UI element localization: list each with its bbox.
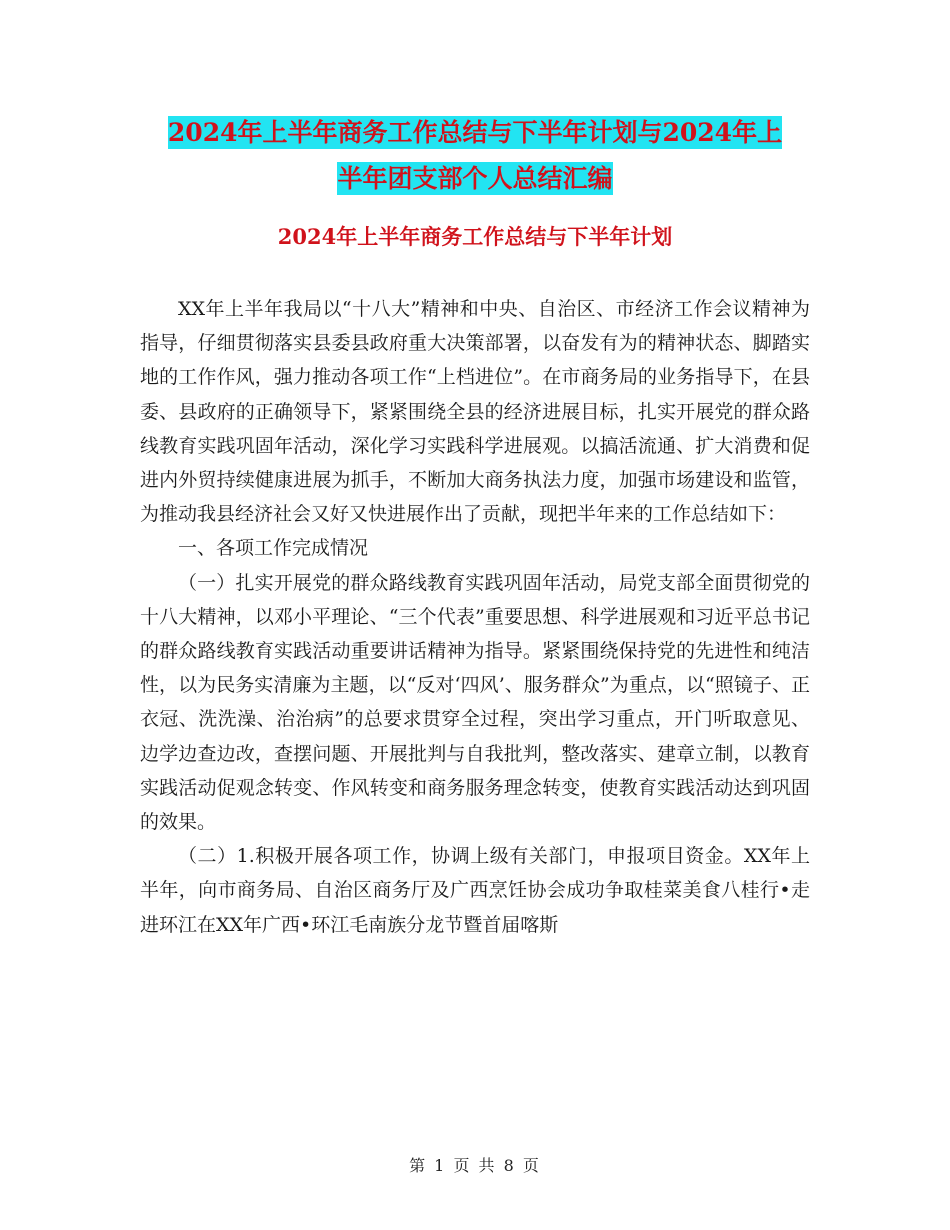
paragraph-intro: XX年上半年我局以“十八大”精神和中央、自治区、市经济工作会议精神为指导，仔细贯彻落实县委县政府重大决策部署，以奋发有为的精神状态、脚踏实地的工作作风，强力推动各项工作“上档进位”。在市商务局的业务指导下，在县委、县政府的正确领导下，紧紧围绕全县的经济进展目标，扎实开展党的群众路线教育实践巩固年活动，深化学习实践科学进展观。以搞活流通、扩大消费和促进内外贸持续健康进展为抓手，不断加大商务执法力度，加强市场建设和监管，为推动我县经济社会又好又快进展作出了贡献，现把半年来的工作总结如下：: [140, 298, 810, 526]
paragraph-item-2: （二）1.积极开展各项工作，协调上级有关部门，申报项目资金。XX年上半年，向市商务局、自治区商务厅及广西烹饪协会成功争取桂菜美食八桂行•走进环江在XX年广西•环江毛南族分龙节暨首届喀斯: [140, 845, 810, 936]
paragraph-heading-1: 一、各项工作完成情况: [178, 537, 369, 560]
paragraph-item-1: （一）扎实开展党的群众路线教育实践巩固年活动，局党支部全面贯彻党的十八大精神，以邓小平理论、“三个代表”重要思想、科学进展观和习近平总书记的群众路线教育实践活动重要讲话精神为指导。紧紧围绕保持党的先进性和纯洁性，以为民务实清廉为主题，以“反对‘四风’、服务群众”为重点，以“照镜子、正衣冠、洗洗澡、治治病”的总要求贯穿全过程，突出学习重点，开门听取意见、边学边查边改，查摆问题、开展批判与自我批判，整改落实、建章立制，以教育实践活动促观念转变、作风转变和商务服务理念转变，使教育实践活动达到巩固的效果。: [140, 571, 810, 834]
section-title: 2024年上半年商务工作总结与下半年计划: [277, 224, 673, 249]
document-title: [140, 110, 810, 202]
title-line-1: 2024年上半年商务工作总结与下半年计划与2024年上: [167, 118, 783, 147]
document-body: [140, 292, 810, 942]
page-number-footer: 第 1 页 共 8 页: [409, 1156, 541, 1175]
title-line-2: 半年团支部个人总结汇编: [337, 164, 613, 193]
